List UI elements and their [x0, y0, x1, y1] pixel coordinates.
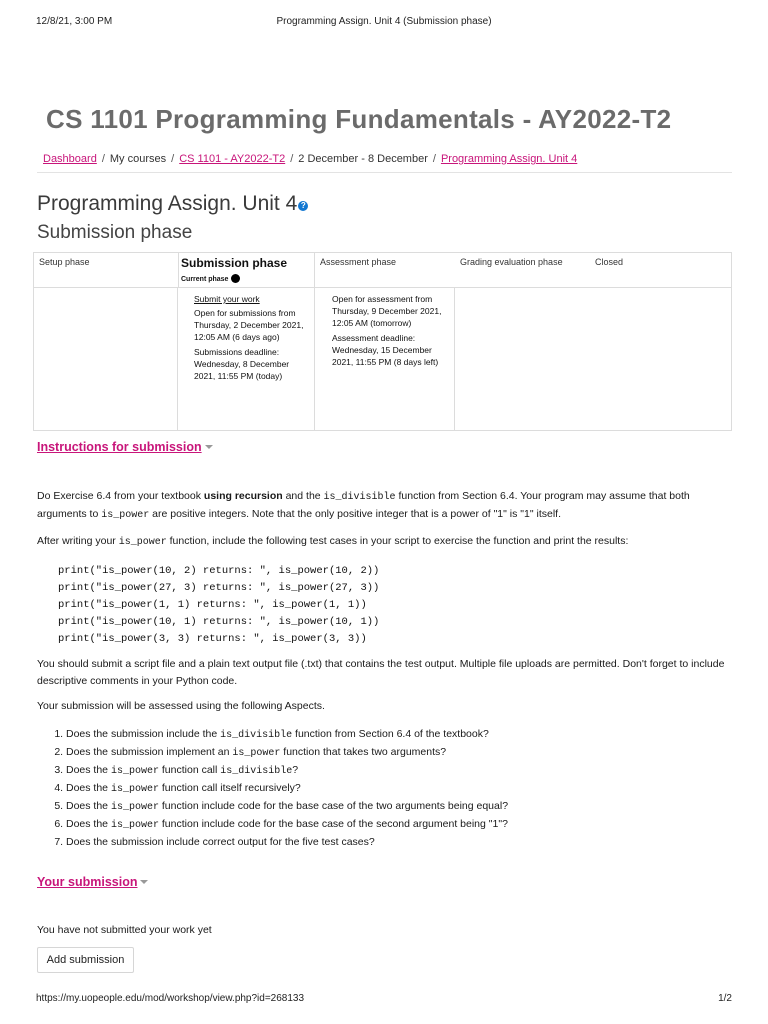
code-line: print("is_power(3, 3) returns: ", is_power(3, 3)): [58, 633, 367, 645]
submission-open-info: Open for submissions from Thursday, 2 December 2021, 12:05 AM (6 days ago): [194, 308, 304, 342]
aspect-item: [66, 834, 508, 851]
print-url: https://my.uopeople.edu/mod/workshop/view.php?id=268133: [36, 993, 305, 1004]
breadcrumb-separator: /: [101, 153, 105, 165]
phase-grading: [455, 253, 590, 287]
instructions-toggle-label: Instructions for submission: [37, 440, 202, 454]
code-is-power: is_power: [118, 537, 167, 548]
breadcrumb-week: 2 December - 8 December: [298, 153, 428, 165]
current-phase-indicator: [181, 274, 240, 283]
code-is-power: is_power: [110, 820, 159, 831]
code-is-divisible: is_divisible: [220, 730, 293, 741]
your-submission-label: Your submission: [37, 875, 138, 889]
phase-submission: [178, 253, 315, 287]
text: Do Exercise 6.4 from your textbook: [37, 490, 204, 502]
assessment-details: [315, 287, 455, 430]
print-page-number: 1/2: [718, 993, 732, 1004]
code-is-power: is_power: [232, 748, 281, 759]
text: ?: [292, 764, 299, 776]
phase-setup: [34, 253, 178, 287]
text: Does the submission implement an: [66, 746, 233, 758]
breadcrumb-my-courses: My courses: [109, 153, 167, 165]
code-line: print("is_power(1, 1) returns: ", is_power(1, 1)): [58, 599, 367, 611]
page-title-text: Programming Assign. Unit 4: [37, 192, 298, 215]
phase-grading-label: Grading evaluation phase: [460, 257, 563, 267]
phase-closed-label: Closed: [595, 257, 624, 267]
phase-setup-label: Setup phase: [39, 257, 90, 267]
text: After writing your: [37, 535, 119, 547]
text: function call itself recursively?: [158, 782, 301, 794]
chevron-down-icon: [205, 445, 213, 449]
code-is-divisible: is_divisible: [220, 766, 293, 777]
code-is-divisible: is_divisible: [323, 492, 396, 503]
text: Does the submission include the: [66, 728, 221, 740]
breadcrumb: [37, 145, 732, 173]
your-submission-toggle[interactable]: [37, 875, 148, 889]
course-title: CS 1101 Programming Fundamentals - AY2022-T2: [46, 104, 672, 134]
phase-heading: Submission phase: [37, 222, 193, 243]
instructions-paragraph-2: [37, 533, 732, 551]
print-header: [36, 16, 732, 30]
instructions-paragraph-3: You should submit a script file and a plain text output file (.txt) that contains the test output. Multiple file uploads are permitted. Don't forget to include descriptive comments in your Python code.: [37, 658, 725, 687]
instructions-paragraph-1: [37, 488, 732, 524]
breadcrumb-separator: /: [290, 153, 294, 165]
text: Does the: [66, 800, 111, 812]
breadcrumb-separator: /: [171, 153, 175, 165]
aspect-item: [66, 780, 508, 798]
instructions-paragraph-4: Your submission will be assessed using the following Aspects.: [37, 700, 325, 712]
text: Does the: [66, 782, 111, 794]
emphasis-recursion: using recursion: [203, 490, 283, 502]
text: Does the: [66, 818, 111, 830]
print-title: Programming Assign. Unit 4 (Submission phase): [276, 16, 492, 27]
test-code-block: [58, 563, 379, 648]
submission-status: You have not submitted your work yet: [37, 924, 212, 936]
assessment-deadline-info: Assessment deadline: Wednesday, 15 December 2021, 11:55 PM (8 days left): [332, 333, 439, 367]
text: function call: [158, 764, 221, 776]
submit-work-link[interactable]: Submit your work: [194, 294, 260, 304]
current-phase-label: Current phase: [181, 276, 229, 283]
aspects-list: [52, 726, 508, 851]
text: function, include the following test cases in your script to exercise the function and print the results:: [166, 535, 629, 547]
grading-closed-details: [455, 287, 731, 430]
aspect-item: [66, 726, 508, 744]
text: function include code for the base case of the second argument being "1"?: [158, 818, 508, 830]
aspect-item: [66, 798, 508, 816]
code-is-power: is_power: [110, 766, 159, 777]
code-is-power: is_power: [110, 802, 159, 813]
breadcrumb-dashboard[interactable]: Dashboard: [43, 153, 97, 165]
page-title: [37, 192, 308, 216]
text: Does the submission include correct output for the five test cases?: [66, 836, 375, 848]
print-footer: [36, 993, 732, 1007]
breadcrumb-course[interactable]: CS 1101 - AY2022-T2: [179, 153, 286, 165]
print-datetime: 12/8/21, 3:00 PM: [36, 16, 113, 27]
aspect-item: [66, 744, 508, 762]
text: function that takes two arguments?: [280, 746, 447, 758]
aspect-item: [66, 816, 508, 834]
text: Does the: [66, 764, 111, 776]
help-icon[interactable]: ?: [298, 201, 308, 211]
phase-submission-label: Submission phase: [181, 256, 288, 270]
aspect-item: [66, 762, 508, 780]
phase-details-row: [34, 287, 731, 430]
breadcrumb-separator: /: [432, 153, 436, 165]
chevron-down-icon: [140, 880, 148, 884]
text: function from Section 6.4. Your program may assume that both arguments to: [37, 490, 690, 520]
text: function from Section 6.4 of the textbook?: [292, 728, 489, 740]
phase-closed: [590, 253, 730, 287]
submission-deadline-info: Submissions deadline: Wednesday, 8 December 2021, 11:55 PM (today): [194, 347, 290, 381]
code-is-power: is_power: [110, 784, 159, 795]
breadcrumb-assignment[interactable]: Programming Assign. Unit 4: [440, 153, 578, 165]
phase-assessment-label: Assessment phase: [320, 257, 397, 267]
instructions-toggle[interactable]: [37, 440, 213, 454]
text: are positive integers. Note that the only positive integer that is a power of "1" is "1" itself.: [149, 508, 562, 520]
current-phase-dot-icon: [231, 274, 240, 283]
add-submission-button[interactable]: Add submission: [37, 947, 134, 973]
submission-details: [178, 287, 315, 430]
code-line: print("is_power(10, 1) returns: ", is_power(10, 1)): [58, 616, 380, 628]
setup-details: [34, 287, 178, 430]
assessment-open-info: Open for assessment from Thursday, 9 December 2021, 12:05 AM (tomorrow): [332, 294, 442, 328]
text: and the: [282, 490, 324, 502]
phase-header-row: [34, 253, 731, 288]
code-is-power: is_power: [101, 510, 150, 521]
code-line: print("is_power(27, 3) returns: ", is_power(27, 3)): [58, 582, 380, 594]
phase-table: [33, 252, 732, 431]
phase-assessment: [315, 253, 455, 287]
code-line: print("is_power(10, 2) returns: ", is_power(10, 2)): [58, 565, 380, 577]
text: function include code for the base case of the two arguments being equal?: [158, 800, 509, 812]
